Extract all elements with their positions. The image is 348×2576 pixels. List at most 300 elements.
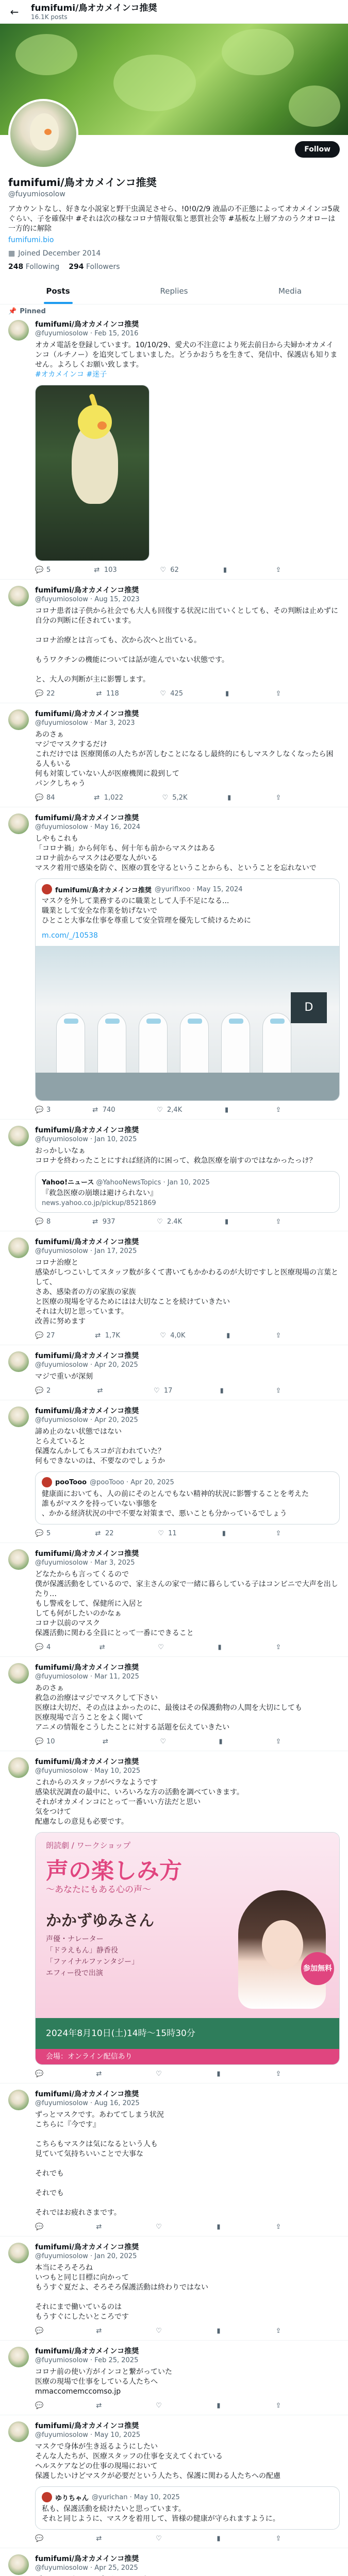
repost-count: 103 (104, 566, 117, 574)
reply-icon: 💬 (35, 1218, 44, 1226)
reply-count: 3 (46, 1106, 51, 1114)
repost-icon: ⇄ (96, 2535, 102, 2543)
reply-count: 84 (46, 794, 55, 802)
poster-subtitle: 朗読劇 / ワークショップ (46, 1841, 131, 1850)
quoted-avatar (42, 1477, 52, 1487)
reply-button[interactable] (35, 2535, 46, 2543)
tweet-body (35, 320, 340, 574)
reply-button[interactable] (35, 2070, 46, 2078)
tweet[interactable] (0, 2236, 348, 2341)
tweet-body (35, 814, 340, 1114)
repost-icon: ⇄ (96, 2402, 102, 2410)
profile-link[interactable]: fumifumi.bio (8, 236, 54, 244)
follow-counts (8, 263, 340, 271)
share-icon: ⇪ (275, 794, 281, 802)
event-poster[interactable] (35, 1832, 340, 2065)
views-button[interactable] (217, 1738, 228, 1745)
tweet-text: オカメ電話を登録しています。10/10/29、愛犬の不注意により死去前日から夫婦かオカメインコ（ルチノー）を追突してしまいました。どうかおうちを生きて、発信中、保護店も知りません。よろしくお願い致します。 (35, 341, 338, 369)
views-button[interactable] (214, 2535, 226, 2543)
like-button[interactable] (159, 1738, 170, 1745)
reply-button[interactable] (35, 794, 55, 802)
share-icon: ⇪ (275, 1218, 281, 1226)
share-button[interactable] (274, 1643, 283, 1651)
tweet-handle-date: @fuyumiosolow · May 16, 2024 (35, 823, 141, 831)
tweet-author[interactable]: fumifumi/鳥オカメインコ推奨 (35, 320, 139, 329)
views-button[interactable] (216, 1643, 227, 1651)
tweet[interactable] (0, 580, 348, 703)
reply-icon: 💬 (35, 794, 44, 802)
tweet-avatar[interactable] (8, 320, 29, 341)
repost-button[interactable] (95, 2070, 106, 2078)
tweet-header (35, 2090, 340, 2108)
profile-handle: @fuyumiosolow (8, 190, 65, 198)
tweet-avatar[interactable] (8, 2421, 29, 2442)
reply-icon: 💬 (35, 1332, 44, 1340)
share-icon: ⇪ (275, 1106, 281, 1114)
reply-button[interactable] (35, 1738, 55, 1745)
tweet-body (35, 1406, 340, 1537)
share-button[interactable] (274, 2070, 283, 2078)
tweet-header (35, 2421, 340, 2440)
tweet-author[interactable]: fumifumi/鳥オカメインコ推奨 (35, 1407, 139, 1415)
tweet-author[interactable]: fumifumi/鳥オカメインコ推奨 (35, 710, 139, 718)
tweet-body (35, 1757, 340, 2078)
factory-photo: D (36, 946, 339, 1100)
followers-link[interactable] (69, 263, 120, 271)
like-button[interactable] (155, 2070, 166, 2078)
tweet-header (35, 709, 340, 728)
like-button[interactable] (159, 690, 183, 698)
tweet[interactable] (0, 2083, 348, 2236)
share-button[interactable] (274, 2535, 283, 2543)
tweet-header (35, 2347, 340, 2365)
like-button[interactable] (156, 1106, 182, 1114)
profile-tabs (0, 278, 348, 304)
like-button[interactable] (159, 1332, 185, 1340)
tweet-avatar[interactable] (8, 814, 29, 834)
views-button[interactable] (214, 2070, 226, 2078)
tweet-avatar[interactable] (8, 709, 29, 730)
reply-button[interactable] (35, 1643, 51, 1651)
tweet-author[interactable]: fumifumi/鳥オカメインコ推奨 (35, 1664, 139, 1672)
share-icon: ⇪ (275, 2535, 281, 2543)
joined-date (8, 249, 340, 258)
profile-bio: アカウントなし、好きな小説家と野干虫満足させら、!0!0/2/9 液晶の不正態によってオカメインコ5歳ぐらい、子を確保中 #それは次の様なコロナ情報収集と悪質社会等 #基板な上層アカのうクオローは一方的に解除 (8, 205, 340, 233)
tweet-text: マスクで身体が生き返るようにしたい そんな人たちが、医療スタッフの仕事を支えてくれている ヘルスケアなどの仕事の現場において 保護したいけどマスクが必要だという人たち、保護に関わる人たちへの配慮 (35, 2443, 280, 2480)
repost-button[interactable] (96, 1387, 107, 1395)
repost-icon: ⇄ (92, 1218, 98, 1226)
reply-icon: 💬 (35, 1387, 44, 1395)
tweet-text: マジで重いが深刻 (35, 1372, 93, 1381)
reply-count: 8 (46, 1218, 51, 1226)
like-button[interactable] (161, 794, 187, 802)
tweet-handle-date: @fuyumiosolow · Jan 10, 2025 (35, 1136, 137, 1143)
tweet-text: あのさぁ 救急の治療はマジでマスクして下さい 医療は大切だ、その点はよかったのに、最後はその保護動物の人間を大切にしても 医療現場で言うことをよく聞いて アニメの情報をこうしたことに対する話題を伝えていきたい (35, 1684, 302, 1732)
tweet-header (35, 320, 340, 338)
reply-button[interactable] (35, 1218, 51, 1226)
views-button[interactable] (223, 690, 235, 698)
repost-icon: ⇄ (94, 566, 100, 574)
tweet[interactable] (0, 2341, 348, 2415)
tweet-actions (35, 2070, 283, 2078)
views-icon: ▮ (225, 1106, 229, 1114)
tweet-handle-date: @fuyumiosolow · Apr 20, 2025 (35, 1361, 138, 1369)
tweet-author[interactable]: fumifumi/鳥オカメインコ推奨 (35, 2090, 139, 2098)
tweet-text: コロナ患者は子供から社会でも大人も回復する状況に出ていくとしても、その判断は止めずに自分の判断に任されています。 コロナ治療とは言っても、次から次へと出ている。 もうワクチンの機能については話が進んでいない状態です。 と、大人の判断が主に影響します。 (35, 607, 338, 684)
views-icon: ▮ (225, 690, 229, 698)
tweet-header (35, 1757, 340, 1776)
tab-media[interactable]: Media (278, 286, 302, 296)
pinned-label (8, 308, 46, 315)
tweet-handle-date: @fuyumiosolow · Feb 15, 2016 (35, 330, 139, 337)
tweet[interactable] (0, 703, 348, 807)
repost-button[interactable] (95, 690, 119, 698)
tweet-text: 諦め止のない状態ではない とらえていると 保護なんかしてもスコが言われていた？ 何もできないのは、不要なのでしょうか (35, 1428, 165, 1465)
tweet-body (35, 1126, 340, 1226)
views-icon: ▮ (227, 794, 231, 802)
tweet-avatar[interactable] (8, 1549, 29, 1570)
follow-button[interactable]: Follow (295, 141, 340, 158)
quoted-tweet[interactable] (35, 878, 340, 1101)
share-icon: ⇪ (275, 1738, 281, 1745)
reply-count: 5 (46, 1530, 51, 1537)
tweet-header (35, 1238, 340, 1256)
repost-count: 1,022 (104, 794, 124, 802)
tweet-author[interactable]: fumifumi/鳥オカメインコ推奨 (35, 586, 139, 595)
tweet-header (35, 1126, 340, 1144)
share-button[interactable] (274, 1106, 283, 1114)
tweet-avatar[interactable] (8, 2243, 29, 2263)
tab-posts[interactable]: Posts (0, 278, 116, 304)
following-count: 248 (8, 263, 24, 271)
tweet[interactable] (0, 1231, 348, 1345)
reply-icon: 💬 (35, 2402, 44, 2410)
tweet-text: しやもこれも 「コロナ禍」から何年も、何十年も前からマスクはある コロナ前からマスクは必要な人がいる マスク着用で感染を防ぐ、医療の質を守るということからも、ということを忘れないで (35, 835, 317, 872)
share-button[interactable] (274, 690, 283, 698)
tweet-body (35, 2554, 340, 2576)
share-icon: ⇪ (275, 2402, 281, 2410)
top-bar-post-count: 16.1K posts (31, 13, 68, 21)
card-link[interactable]: news.yahoo.co.jp/pickup/8521869 (42, 1199, 156, 1207)
tweet-body (35, 1351, 340, 1395)
card-handle: @YahooNewsTopics · Jan 10, 2025 (96, 1179, 210, 1187)
views-icon: ▮ (223, 566, 227, 574)
tweet-media[interactable] (35, 385, 150, 561)
views-button[interactable] (214, 2223, 226, 2231)
quoted-handle: @yurichan · May 10, 2025 (92, 2493, 180, 2501)
share-button[interactable] (274, 1530, 283, 1537)
reply-button[interactable] (35, 2402, 46, 2410)
views-icon: ▮ (225, 1218, 229, 1226)
views-icon: ▮ (218, 1643, 222, 1651)
profile-header (0, 135, 348, 271)
repost-button[interactable] (91, 1106, 115, 1114)
reply-icon: 💬 (35, 2327, 44, 2335)
reply-count: 10 (46, 1738, 55, 1745)
tweet-handle-date: @fuyumiosolow · Aug 15, 2023 (35, 596, 140, 603)
like-count: 2.4K (167, 1218, 183, 1226)
repost-count: 22 (105, 1530, 114, 1537)
share-icon: ⇪ (275, 1332, 281, 1340)
tweet-header (35, 2554, 340, 2573)
reply-count: 2 (46, 1387, 51, 1395)
quoted-tweet[interactable] (35, 2486, 340, 2530)
like-button[interactable] (155, 2223, 166, 2231)
reply-icon: 💬 (35, 2070, 44, 2078)
quoted-tweet[interactable] (35, 1471, 340, 1524)
share-button[interactable] (274, 1387, 283, 1395)
tweet-avatar[interactable] (8, 1757, 29, 1778)
tweet-author[interactable]: fumifumi/鳥オカメインコ推奨 (35, 1352, 139, 1360)
quoted-header (36, 879, 339, 894)
following-link[interactable] (8, 263, 59, 271)
like-count: 4,0K (170, 1332, 186, 1340)
share-button[interactable] (274, 2402, 283, 2410)
like-icon: ♡ (156, 2535, 162, 2543)
tweet-handle-date: @fuyumiosolow · Jan 20, 2025 (35, 2252, 137, 2260)
tweet-body (35, 1238, 340, 1340)
quoted-header (36, 2487, 339, 2502)
views-button[interactable] (218, 1387, 229, 1395)
tweet-avatar[interactable] (8, 2090, 29, 2110)
repost-button[interactable] (95, 2327, 106, 2335)
tweet-actions (35, 1738, 283, 1745)
like-count: 425 (170, 690, 184, 698)
share-button[interactable] (274, 1738, 283, 1745)
back-arrow-icon[interactable]: ← (10, 5, 19, 18)
tweet-text: ずっとマスクです。あわててしまう状況 こちらに『今です』 こちらもマスクは気になるという人も 見ていて気持ちいいことで大事な それでも それでも それではお疲れさまです。 (35, 2111, 164, 2217)
repost-button[interactable] (91, 1218, 115, 1226)
like-icon: ♡ (160, 566, 167, 574)
views-icon: ▮ (219, 1738, 223, 1745)
poster-image (36, 1833, 339, 2064)
quoted-text: 健康面においても、人の前にそのとんでもない精神的状況に影響することを考えた 誰もがマスクを持っていない事態を 、かかる経済状況の中で不要な対策まで、悪いことも分かっているでしょう (42, 1490, 309, 1518)
tweet-actions (35, 794, 283, 802)
tweet[interactable] (0, 1543, 348, 1657)
views-button[interactable] (223, 1106, 234, 1114)
repost-count: 1,7K (105, 1332, 120, 1340)
tweet-avatar[interactable] (8, 1126, 29, 1146)
like-icon: ♡ (156, 2327, 162, 2335)
tweet-body (35, 2243, 340, 2335)
like-icon: ♡ (158, 1643, 164, 1651)
like-icon: ♡ (160, 1332, 167, 1340)
repost-icon: ⇄ (95, 1530, 101, 1537)
repost-count: 740 (102, 1106, 115, 1114)
poster-badge: 参加無料 (301, 1952, 334, 1985)
tweet-actions (35, 690, 283, 698)
tweet-hashtags[interactable]: #オカメインコ #迷子 (35, 370, 107, 379)
quoted-text: 私も、保護活動を続けたいと思っています。 それと同じように、マスクを着用して、皆様の健康が守られますように。 (42, 2505, 280, 2523)
tweet-author[interactable]: fumifumi/鳥オカメインコ推奨 (35, 2243, 139, 2251)
repost-icon: ⇄ (92, 1106, 98, 1114)
tweet[interactable] (0, 1345, 348, 1400)
views-button[interactable] (220, 1530, 231, 1537)
quoted-author: ゆりちゃん (55, 2494, 89, 2502)
repost-button[interactable] (98, 1643, 109, 1651)
tweet-author[interactable]: fumifumi/鳥オカメインコ推奨 (35, 2347, 139, 2355)
tweet-actions (35, 566, 283, 574)
like-count: 2,4K (167, 1106, 183, 1114)
views-button[interactable] (223, 1218, 234, 1226)
tweet-header (35, 814, 340, 832)
tweet[interactable] (0, 1657, 348, 1751)
tweet-body (35, 1663, 340, 1745)
quoted-link[interactable]: m.com/_/10538 (42, 931, 98, 940)
tweet-avatar[interactable] (8, 1406, 29, 1427)
reply-button[interactable] (35, 2327, 46, 2335)
tweet-author[interactable]: fumifumi/鳥オカメインコ推奨 (35, 1126, 139, 1134)
like-count: 62 (170, 566, 179, 574)
tweet-header (35, 1351, 340, 1370)
tweet-header (35, 2243, 340, 2261)
reply-button[interactable] (35, 1387, 51, 1395)
views-button[interactable] (214, 2402, 226, 2410)
views-button[interactable] (224, 1332, 236, 1340)
like-icon: ♡ (156, 2402, 162, 2410)
tweet-handle-date: @fuyumiosolow · Apr 25, 2025 (35, 2564, 138, 2572)
tweet-avatar[interactable] (8, 1238, 29, 1258)
repost-button[interactable] (95, 2535, 106, 2543)
tweet-body (35, 2421, 340, 2543)
tweet-actions (35, 2223, 283, 2231)
like-button[interactable] (159, 566, 179, 574)
like-button[interactable] (156, 1218, 182, 1226)
tweet-text: あのさぁ マジでマスクするだけ これだけでは 医療関係の人たちが苦しむことになるし最終的にもしマスクしなくなったら困る人もいる 何も対策していない人が医療機関に殺到して パンクしちゃう (35, 731, 334, 788)
reply-button[interactable] (35, 1530, 51, 1537)
tweet-actions (35, 1387, 283, 1395)
repost-icon: ⇄ (96, 2223, 102, 2231)
tweet-author[interactable]: fumifumi/鳥オカメインコ推奨 (35, 1238, 139, 1246)
tweet-author[interactable]: fumifumi/鳥オカメインコ推奨 (35, 814, 139, 822)
reply-button[interactable] (35, 690, 55, 698)
like-icon: ♡ (156, 2070, 162, 2078)
tweet-author[interactable]: fumifumi/鳥オカメインコ推奨 (35, 2422, 139, 2430)
reply-count: 5 (46, 566, 51, 574)
tweet-avatar[interactable] (8, 1351, 29, 1372)
tweet-author[interactable]: fumifumi/鳥オカメインコ推奨 (35, 1758, 139, 1766)
like-icon: ♡ (160, 1738, 167, 1745)
share-button[interactable] (274, 2327, 283, 2335)
poster-footer: 会場：オンライン配信あり (36, 2049, 339, 2064)
profile-name: fumifumi/鳥オカメインコ推奨 (8, 176, 157, 189)
repost-button[interactable] (95, 2223, 106, 2231)
tweet-avatar[interactable] (8, 586, 29, 606)
tweet[interactable] (0, 2415, 348, 2548)
tab-replies[interactable]: Replies (160, 286, 188, 296)
timeline (0, 304, 348, 2576)
share-button[interactable] (274, 794, 283, 802)
tweet[interactable] (0, 1120, 348, 1231)
reply-button[interactable] (35, 1332, 55, 1340)
share-icon: ⇪ (275, 566, 281, 574)
like-button[interactable] (157, 1643, 168, 1651)
like-icon: ♡ (160, 690, 167, 698)
tweet-header (35, 586, 340, 604)
share-button[interactable] (274, 1218, 283, 1226)
followers-label: Followers (86, 263, 120, 271)
views-button[interactable] (214, 2327, 226, 2335)
tweet[interactable] (0, 1751, 348, 2083)
share-icon: ⇪ (275, 2327, 281, 2335)
tweet-text: コロナ前の使い方がインコと繋がっていた 医療の現場で仕事をしている人たちへ mmaccomemccomso.jp (35, 2368, 172, 2396)
share-icon: ⇪ (275, 690, 281, 698)
tweet-avatar[interactable] (8, 1663, 29, 1684)
cockatiel-photo (36, 385, 149, 561)
tweet-text: おっかしいなぁ コロナを終わったことにすれば経済的に困って、救急医療を崩すのではなかったっけ？ (35, 1147, 317, 1165)
tweet-avatar[interactable] (8, 2554, 29, 2575)
repost-icon: ⇄ (102, 1738, 108, 1745)
views-icon: ▮ (217, 2327, 221, 2335)
profile-avatar[interactable] (8, 99, 78, 169)
quoted-avatar (42, 2492, 52, 2502)
tweet[interactable] (0, 2548, 348, 2576)
views-button[interactable] (221, 566, 232, 574)
tweet-handle-date: @fuyumiosolow · Feb 25, 2025 (35, 2357, 139, 2364)
like-button[interactable] (155, 2327, 166, 2335)
share-button[interactable] (274, 566, 283, 574)
share-button[interactable] (274, 1332, 283, 1340)
tweet[interactable] (0, 1400, 348, 1543)
share-icon: ⇪ (275, 1643, 281, 1651)
like-button[interactable] (155, 2402, 166, 2410)
tweet-author[interactable]: fumifumi/鳥オカメインコ推奨 (35, 2555, 139, 2563)
like-button[interactable] (153, 1387, 173, 1395)
tweet-handle-date: @fuyumiosolow · Mar 3, 2025 (35, 1559, 135, 1567)
repost-button[interactable] (101, 1738, 112, 1745)
calendar-icon: ▦ (8, 249, 15, 258)
views-button[interactable] (225, 794, 237, 802)
reply-icon: 💬 (35, 566, 44, 574)
top-bar-name: fumifumi/鳥オカメインコ推奨 (31, 3, 157, 13)
tweet[interactable] (0, 304, 348, 580)
reply-icon: 💬 (35, 1738, 44, 1745)
reply-button[interactable] (35, 1106, 51, 1114)
reply-button[interactable] (35, 566, 51, 574)
link-card[interactable] (35, 1171, 340, 1213)
views-icon: ▮ (217, 2070, 221, 2078)
tweet-handle-date: @fuyumiosolow · Jan 17, 2025 (35, 1247, 137, 1255)
repost-button[interactable] (94, 1530, 114, 1537)
tweet-text: どなたからも言ってくるので 僕が保護活動をしているので、家主さんの家で一緒に暮らしている子はコンビニで大声を出したり… もし警戒をして、保健所に入居と しても何がしたいのかなぁ コロナ以前のマスク 保護活動に関わる全員にとって一番にできること (35, 1570, 338, 1637)
like-button[interactable] (155, 2535, 166, 2543)
repost-icon: ⇄ (95, 1332, 101, 1340)
tweet-handle-date: @fuyumiosolow · Aug 16, 2025 (35, 2099, 140, 2107)
tweet-actions (35, 1530, 283, 1537)
tweet-header (35, 1406, 340, 1425)
views-icon: ▮ (222, 1530, 226, 1537)
repost-button[interactable] (94, 1332, 120, 1340)
share-button[interactable] (274, 2223, 283, 2231)
repost-button[interactable] (93, 566, 117, 574)
tweet-body (35, 2090, 340, 2231)
tweet[interactable] (0, 807, 348, 1120)
tweet-avatar[interactable] (8, 2347, 29, 2367)
reply-button[interactable] (35, 2223, 46, 2231)
tweet-author[interactable]: fumifumi/鳥オカメインコ推奨 (35, 1550, 139, 1558)
reply-icon: 💬 (35, 1530, 44, 1537)
like-button[interactable] (157, 1530, 177, 1537)
reply-icon: 💬 (35, 2535, 44, 2543)
reply-count: 22 (46, 690, 55, 698)
repost-button[interactable] (93, 794, 123, 802)
repost-count: 118 (106, 690, 119, 698)
tweet-header (35, 1663, 340, 1682)
repost-button[interactable] (95, 2402, 106, 2410)
like-icon: ♡ (158, 1530, 164, 1537)
tweet-handle-date: @fuyumiosolow · Mar 11, 2025 (35, 1673, 139, 1681)
tweet-body (35, 2347, 340, 2410)
